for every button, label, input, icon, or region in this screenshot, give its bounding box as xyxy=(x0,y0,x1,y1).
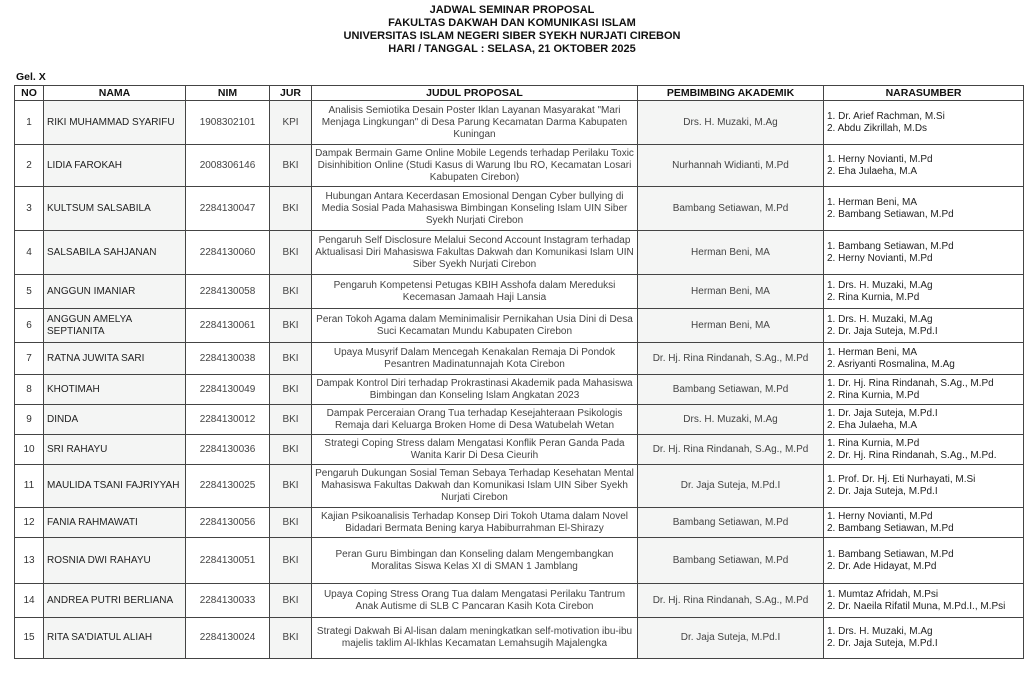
seminar-schedule-table xyxy=(14,85,1024,659)
cell-judul: Upaya Musyrif Dalam Mencegah Kenakalan Remaja Di Pondok Pesantren Madinatunnajah Kota Cirebon xyxy=(312,343,638,375)
table-row xyxy=(15,508,1024,538)
cell-nama: KHOTIMAH xyxy=(44,375,186,405)
cell-narasumber xyxy=(824,465,1024,508)
narasumber-entry: 2. Bambang Setiawan, M.Pd xyxy=(827,522,954,534)
cell-nama: RITA SA'DIATUL ALIAH xyxy=(44,618,186,659)
table-row xyxy=(15,405,1024,435)
cell-judul: Dampak Bermain Game Online Mobile Legends terhadap Perilaku Toxic Disinhibition Online (Studi Kasus di Warung Ibu RO, Kecamatan Losari Kabupaten Cirebon) xyxy=(312,145,638,187)
narasumber-entry: 1. Dr. Hj. Rina Rindanah, S.Ag., M.Pd xyxy=(827,377,994,389)
cell-narasumber xyxy=(824,309,1024,343)
cell-nama: RATNA JUWITA SARI xyxy=(44,343,186,375)
cell-judul: Analisis Semiotika Desain Poster Iklan Layanan Masyarakat "Mari Menjaga Lingkungan" di Desa Parung Kecamatan Darma Kabupaten Kuningan xyxy=(312,101,638,145)
cell-no: 5 xyxy=(15,275,44,309)
faculty-name: FAKULTAS DAKWAH DAN KOMUNIKASI ISLAM xyxy=(388,17,636,29)
table-row xyxy=(15,309,1024,343)
cell-judul: Peran Tokoh Agama dalam Meminimalisir Pernikahan Usia Dini di Desa Suci Kecamatan Mundu Kabupaten Cirebon xyxy=(312,309,638,343)
cell-no: 14 xyxy=(15,584,44,618)
cell-judul: Strategi Coping Stress dalam Mengatasi Konflik Peran Ganda Pada Wanita Karir Di Desa Cieurih xyxy=(312,435,638,465)
cell-nama: ANDREA PUTRI BERLIANA xyxy=(44,584,186,618)
cell-nim: 2284130056 xyxy=(186,508,270,538)
cell-no: 1 xyxy=(15,101,44,145)
narasumber-entry: 2. Dr. Ade Hidayat, M.Pd xyxy=(827,560,937,572)
table-row xyxy=(15,343,1024,375)
narasumber-entry: 2. Dr. Jaja Suteja, M.Pd.I xyxy=(827,486,938,497)
narasumber-entry: 2. Eha Julaeha, M.A xyxy=(827,165,918,177)
cell-nim: 1908302101 xyxy=(186,101,270,145)
cell-pembimbing: Herman Beni, MA xyxy=(638,275,824,309)
narasumber-entry: 1. Dr. Jaja Suteja, M.Pd.I xyxy=(827,407,938,419)
cell-nama: ANGGUN AMELYA SEPTIANITA xyxy=(44,309,186,343)
cell-pembimbing: Dr. Hj. Rina Rindanah, S.Ag., M.Pd xyxy=(638,584,824,618)
cell-jur: BKI xyxy=(270,405,312,435)
cell-nim: 2284130049 xyxy=(186,375,270,405)
table-row xyxy=(15,375,1024,405)
cell-narasumber xyxy=(824,231,1024,275)
cell-jur: BKI xyxy=(270,465,312,508)
cell-jur: BKI xyxy=(270,538,312,584)
cell-pembimbing: Herman Beni, MA xyxy=(638,231,824,275)
narasumber-entry: 1. Drs. H. Muzaki, M.Ag xyxy=(827,626,933,637)
cell-jur: BKI xyxy=(270,187,312,231)
cell-no: 6 xyxy=(15,309,44,343)
cell-narasumber xyxy=(824,375,1024,405)
narasumber-entry: 1. Bambang Setiawan, M.Pd xyxy=(827,548,954,560)
cell-pembimbing: Drs. H. Muzaki, M.Ag xyxy=(638,101,824,145)
cell-nama: LIDIA FAROKAH xyxy=(44,145,186,187)
cell-nama: ANGGUN IMANIAR xyxy=(44,275,186,309)
narasumber-entry: 1. Drs. H. Muzaki, M.Ag xyxy=(827,279,933,291)
cell-nim: 2284130012 xyxy=(186,405,270,435)
cell-narasumber xyxy=(824,405,1024,435)
narasumber-entry: 1. Rina Kurnia, M.Pd xyxy=(827,437,920,449)
cell-narasumber xyxy=(824,584,1024,618)
narasumber-entry: 2. Herny Novianti, M.Pd xyxy=(827,252,933,264)
table-row xyxy=(15,275,1024,309)
cell-nim: 2284130024 xyxy=(186,618,270,659)
cell-pembimbing: Dr. Jaja Suteja, M.Pd.I xyxy=(638,465,824,508)
cell-nama: MAULIDA TSANI FAJRIYYAH xyxy=(44,465,186,508)
table-row xyxy=(15,187,1024,231)
narasumber-entry: 1. Herman Beni, MA xyxy=(827,346,918,358)
cell-nim: 2284130036 xyxy=(186,435,270,465)
cell-nim: 2284130047 xyxy=(186,187,270,231)
cell-pembimbing: Nurhannah Widianti, M.Pd xyxy=(638,145,824,187)
cell-jur: BKI xyxy=(270,375,312,405)
cell-judul: Hubungan Antara Kecerdasan Emosional Dengan Cyber bullying di Media Sosial Pada Mahasiswa Bimbingan Konseling Islam UIN Siber Syekh Nurjati Cirebon xyxy=(312,187,638,231)
cell-judul: Pengaruh Self Disclosure Melalui Second Account Instagram terhadap Aktualisasi Diri Mahasiswa Fakultas Dakwah dan Komunikasi Islam UIN Siber Syekh Nurjati Cirebon xyxy=(312,231,638,275)
cell-narasumber xyxy=(824,101,1024,145)
cell-narasumber xyxy=(824,538,1024,584)
narasumber-entry: 1. Herny Novianti, M.Pd xyxy=(827,510,933,522)
cell-no: 4 xyxy=(15,231,44,275)
cell-pembimbing: Bambang Setiawan, M.Pd xyxy=(638,508,824,538)
cell-pembimbing: Dr. Jaja Suteja, M.Pd.I xyxy=(638,618,824,659)
narasumber-entry: 1. Bambang Setiawan, M.Pd xyxy=(827,240,954,252)
narasumber-entry: 2. Asriyanti Rosmalina, M.Ag xyxy=(827,358,955,370)
column-header-narasumber: NARASUMBER xyxy=(824,86,1024,101)
cell-narasumber xyxy=(824,145,1024,187)
cell-no: 7 xyxy=(15,343,44,375)
cell-nama: RIKI MUHAMMAD SYARIFU xyxy=(44,101,186,145)
cell-jur: BKI xyxy=(270,231,312,275)
cell-narasumber xyxy=(824,275,1024,309)
table-row xyxy=(15,465,1024,508)
cell-nama: FANIA RAHMAWATI xyxy=(44,508,186,538)
column-header-jur: JUR xyxy=(270,86,312,101)
cell-nim: 2284130051 xyxy=(186,538,270,584)
table-row xyxy=(15,231,1024,275)
cell-nama: ROSNIA DWI RAHAYU xyxy=(44,538,186,584)
cell-judul: Dampak Perceraian Orang Tua terhadap Kesejahteraan Psikologis Remaja dari Keluarga Broken Home di Desa Watubelah Wetan xyxy=(312,405,638,435)
table-row xyxy=(15,618,1024,659)
cell-nama: SALSABILA SAHJANAN xyxy=(44,231,186,275)
narasumber-entry: 1. Herman Beni, MA xyxy=(827,196,918,208)
cell-jur: KPI xyxy=(270,101,312,145)
cell-no: 11 xyxy=(15,465,44,508)
column-header-no: NO xyxy=(15,86,44,101)
cell-pembimbing: Herman Beni, MA xyxy=(638,309,824,343)
narasumber-entry: 2. Eha Julaeha, M.A xyxy=(827,419,918,431)
cell-narasumber xyxy=(824,187,1024,231)
cell-nim: 2284130060 xyxy=(186,231,270,275)
cell-nama: SRI RAHAYU xyxy=(44,435,186,465)
university-name: UNIVERSITAS ISLAM NEGERI SIBER SYEKH NURJATI CIREBON xyxy=(343,30,681,42)
table-row xyxy=(15,584,1024,618)
cell-judul: Peran Guru Bimbingan dan Konseling dalam Mengembangkan Moralitas Siswa Kelas XI di SMAN 1 Jamblang xyxy=(312,538,638,584)
narasumber-entry: 2. Dr. Jaja Suteja, M.Pd.I xyxy=(827,638,938,649)
narasumber-entry: 1. Herny Novianti, M.Pd xyxy=(827,153,933,165)
cell-pembimbing: Dr. Hj. Rina Rindanah, S.Ag., M.Pd xyxy=(638,435,824,465)
narasumber-entry: 1. Prof. Dr. Hj. Eti Nurhayati, M.Si xyxy=(827,474,976,485)
schedule-date: HARI / TANGGAL : SELASA, 21 OKTOBER 2025 xyxy=(388,43,636,55)
table-row xyxy=(15,145,1024,187)
cell-jur: BKI xyxy=(270,309,312,343)
cell-judul: Upaya Coping Stress Orang Tua dalam Mengatasi Perilaku Tantrum Anak Autisme di SLB C Pancaran Kasih Kota Cirebon xyxy=(312,584,638,618)
cell-no: 2 xyxy=(15,145,44,187)
cell-pembimbing: Dr. Hj. Rina Rindanah, S.Ag., M.Pd xyxy=(638,343,824,375)
cell-no: 15 xyxy=(15,618,44,659)
cell-narasumber xyxy=(824,618,1024,659)
column-header-nim: NIM xyxy=(186,86,270,101)
narasumber-entry: 1. Dr. Arief Rachman, M.Si xyxy=(827,110,945,122)
narasumber-entry: 2. Abdu Zikrillah, M.Ds xyxy=(827,122,928,134)
cell-narasumber xyxy=(824,435,1024,465)
cell-nim: 2284130025 xyxy=(186,465,270,508)
cell-pembimbing: Drs. H. Muzaki, M.Ag xyxy=(638,405,824,435)
batch-label: Gel. X xyxy=(16,71,46,83)
cell-jur: BKI xyxy=(270,508,312,538)
narasumber-entry: 2. Rina Kurnia, M.Pd xyxy=(827,389,920,401)
cell-no: 8 xyxy=(15,375,44,405)
cell-nim: 2284130061 xyxy=(186,309,270,343)
cell-narasumber xyxy=(824,343,1024,375)
cell-no: 12 xyxy=(15,508,44,538)
narasumber-entry: 2. Dr. Jaja Suteja, M.Pd.I xyxy=(827,325,938,337)
cell-pembimbing: Bambang Setiawan, M.Pd xyxy=(638,187,824,231)
cell-jur: BKI xyxy=(270,343,312,375)
cell-jur: BKI xyxy=(270,584,312,618)
cell-no: 13 xyxy=(15,538,44,584)
table-row xyxy=(15,101,1024,145)
cell-nim: 2284130038 xyxy=(186,343,270,375)
document-title: JADWAL SEMINAR PROPOSAL xyxy=(429,4,595,16)
cell-pembimbing: Bambang Setiawan, M.Pd xyxy=(638,375,824,405)
narasumber-entry: 1. Drs. H. Muzaki, M.Ag xyxy=(827,313,933,325)
narasumber-entry: 2. Dr. Hj. Rina Rindanah, S.Ag., M.Pd. xyxy=(827,449,997,461)
cell-judul: Kajian Psikoanalisis Terhadap Konsep Diri Tokoh Utama dalam Novel Bidadari Bermata Bening karya Habiburrahman El-Shirazy xyxy=(312,508,638,538)
cell-no: 3 xyxy=(15,187,44,231)
cell-judul: Pengaruh Kompetensi Petugas KBIH Asshofa dalam Mereduksi Kecemasan Jamaah Haji Lansia xyxy=(312,275,638,309)
cell-no: 10 xyxy=(15,435,44,465)
document-header xyxy=(0,4,1024,56)
cell-nim: 2008306146 xyxy=(186,145,270,187)
cell-judul: Dampak Kontrol Diri terhadap Prokrastinasi Akademik pada Mahasiswa Bimbingan dan Konseling Islam Angkatan 2023 xyxy=(312,375,638,405)
cell-nim: 2284130033 xyxy=(186,584,270,618)
cell-pembimbing: Bambang Setiawan, M.Pd xyxy=(638,538,824,584)
column-header-judul: JUDUL PROPOSAL xyxy=(312,86,638,101)
column-header-nama: NAMA xyxy=(44,86,186,101)
cell-judul: Strategi Dakwah Bi Al-lisan dalam meningkatkan self-motivation ibu-ibu majelis taklim Al-Ikhlas Kecamatan Lemahsugih Majalengka xyxy=(312,618,638,659)
cell-judul: Pengaruh Dukungan Sosial Teman Sebaya Terhadap Kesehatan Mental Mahasiswa Fakultas Dakwah dan Komunikasi Islam UIN Siber Syekh Nurjati Cirebon xyxy=(312,465,638,508)
cell-nama: KULTSUM SALSABILA xyxy=(44,187,186,231)
cell-nim: 2284130058 xyxy=(186,275,270,309)
narasumber-entry: 2. Rina Kurnia, M.Pd xyxy=(827,291,920,303)
cell-jur: BKI xyxy=(270,145,312,187)
table-row xyxy=(15,538,1024,584)
cell-jur: BKI xyxy=(270,618,312,659)
cell-jur: BKI xyxy=(270,275,312,309)
narasumber-entry: 1. Mumtaz Afridah, M.Psi xyxy=(827,588,939,600)
cell-jur: BKI xyxy=(270,435,312,465)
table-row xyxy=(15,435,1024,465)
column-header-pembimbing: PEMBIMBING AKADEMIK xyxy=(638,86,824,101)
table-header-row xyxy=(15,86,1024,101)
cell-narasumber xyxy=(824,508,1024,538)
cell-no: 9 xyxy=(15,405,44,435)
narasumber-entry: 2. Bambang Setiawan, M.Pd xyxy=(827,208,954,220)
cell-nama: DINDA xyxy=(44,405,186,435)
narasumber-entry: 2. Dr. Naeila Rifatil Muna, M.Pd.I., M.Psi xyxy=(827,600,1006,612)
